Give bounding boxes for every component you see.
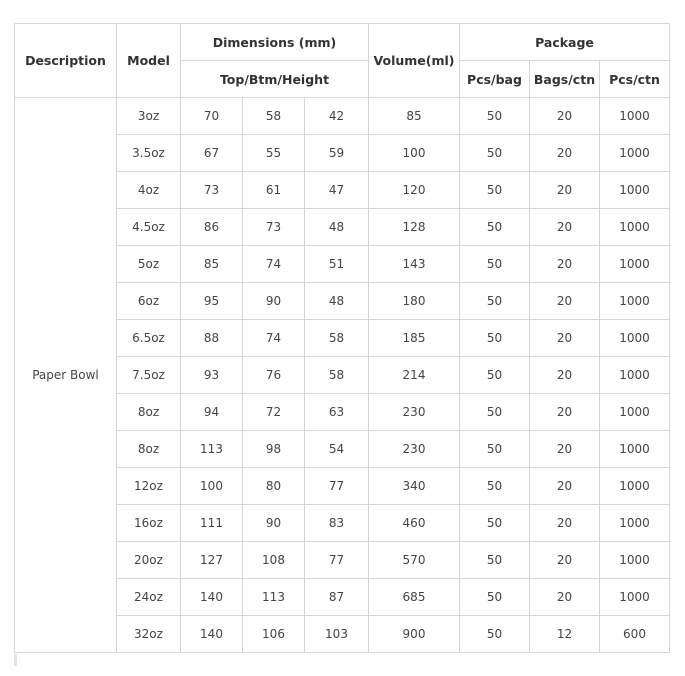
height-cell: 58 — [305, 357, 369, 394]
bags-per-carton-cell: 20 — [530, 320, 600, 357]
bags-per-carton-cell: 20 — [530, 542, 600, 579]
description-header: Description — [15, 24, 117, 98]
bags-per-carton-cell: 20 — [530, 505, 600, 542]
dimensions-header: Dimensions (mm) — [181, 24, 369, 61]
model-cell: 8oz — [117, 431, 181, 468]
bags-per-carton-cell: 20 — [530, 357, 600, 394]
height-cell: 77 — [305, 468, 369, 505]
volume-cell: 100 — [369, 135, 460, 172]
top-diameter-cell: 73 — [181, 172, 243, 209]
pcs-per-bag-cell: 50 — [460, 283, 530, 320]
volume-cell: 230 — [369, 394, 460, 431]
pcs-per-bag-cell: 50 — [460, 394, 530, 431]
bottom-diameter-cell: 90 — [243, 283, 305, 320]
pcs-per-carton-cell: 1000 — [600, 172, 670, 209]
pcs-per-carton-cell: 1000 — [600, 246, 670, 283]
pcs-per-bag-cell: 50 — [460, 320, 530, 357]
volume-cell: 570 — [369, 542, 460, 579]
header-row-top — [15, 24, 670, 61]
bottom-diameter-cell: 76 — [243, 357, 305, 394]
top-diameter-cell: 88 — [181, 320, 243, 357]
height-cell: 54 — [305, 431, 369, 468]
pcs-per-bag-cell: 50 — [460, 431, 530, 468]
model-cell: 8oz — [117, 394, 181, 431]
model-cell: 3oz — [117, 98, 181, 135]
bottom-diameter-cell: 80 — [243, 468, 305, 505]
pcs-per-carton-cell: 1000 — [600, 542, 670, 579]
top-diameter-cell: 95 — [181, 283, 243, 320]
height-cell: 87 — [305, 579, 369, 616]
bags-per-carton-cell: 20 — [530, 209, 600, 246]
height-cell: 59 — [305, 135, 369, 172]
volume-cell: 128 — [369, 209, 460, 246]
model-cell: 5oz — [117, 246, 181, 283]
pcs-per-bag-cell: 50 — [460, 209, 530, 246]
pcs-per-bag-cell: 50 — [460, 172, 530, 209]
volume-cell: 460 — [369, 505, 460, 542]
top-diameter-cell: 100 — [181, 468, 243, 505]
dimensions-subheader: Top/Btm/Height — [181, 61, 369, 98]
pcs-per-carton-cell: 1000 — [600, 283, 670, 320]
bottom-diameter-cell: 74 — [243, 246, 305, 283]
top-diameter-cell: 140 — [181, 616, 243, 653]
bags-per-carton-cell: 20 — [530, 394, 600, 431]
bags-per-carton-cell: 20 — [530, 431, 600, 468]
bags-per-carton-cell: 12 — [530, 616, 600, 653]
bags-per-carton-cell: 20 — [530, 135, 600, 172]
bottom-diameter-cell: 90 — [243, 505, 305, 542]
volume-cell: 185 — [369, 320, 460, 357]
scroll-edge-marker — [14, 654, 17, 666]
height-cell: 58 — [305, 320, 369, 357]
bags-per-carton-cell: 20 — [530, 246, 600, 283]
bags-ctn-header: Bags/ctn — [530, 61, 600, 98]
top-diameter-cell: 111 — [181, 505, 243, 542]
bags-per-carton-cell: 20 — [530, 98, 600, 135]
height-cell: 47 — [305, 172, 369, 209]
height-cell: 48 — [305, 209, 369, 246]
pcs-per-carton-cell: 1000 — [600, 135, 670, 172]
pcs-per-carton-cell: 1000 — [600, 431, 670, 468]
pcs-ctn-header: Pcs/ctn — [600, 61, 670, 98]
product-spec-table — [14, 23, 670, 653]
model-cell: 20oz — [117, 542, 181, 579]
pcs-per-bag-cell: 50 — [460, 98, 530, 135]
volume-cell: 85 — [369, 98, 460, 135]
top-diameter-cell: 113 — [181, 431, 243, 468]
top-diameter-cell: 86 — [181, 209, 243, 246]
height-cell: 83 — [305, 505, 369, 542]
model-cell: 32oz — [117, 616, 181, 653]
height-cell: 42 — [305, 98, 369, 135]
model-cell: 6.5oz — [117, 320, 181, 357]
volume-cell: 340 — [369, 468, 460, 505]
volume-cell: 900 — [369, 616, 460, 653]
pcs-per-bag-cell: 50 — [460, 357, 530, 394]
model-cell: 16oz — [117, 505, 181, 542]
pcs-per-bag-cell: 50 — [460, 579, 530, 616]
model-header: Model — [117, 24, 181, 98]
model-cell: 4oz — [117, 172, 181, 209]
model-cell: 3.5oz — [117, 135, 181, 172]
volume-cell: 120 — [369, 172, 460, 209]
volume-cell: 214 — [369, 357, 460, 394]
top-diameter-cell: 94 — [181, 394, 243, 431]
pcs-per-carton-cell: 600 — [600, 616, 670, 653]
pcs-per-carton-cell: 1000 — [600, 579, 670, 616]
top-diameter-cell: 67 — [181, 135, 243, 172]
bottom-diameter-cell: 61 — [243, 172, 305, 209]
table-header — [15, 24, 670, 98]
top-diameter-cell: 140 — [181, 579, 243, 616]
pcs-per-carton-cell: 1000 — [600, 209, 670, 246]
volume-cell: 180 — [369, 283, 460, 320]
pcs-per-bag-cell: 50 — [460, 505, 530, 542]
model-cell: 24oz — [117, 579, 181, 616]
bottom-diameter-cell: 58 — [243, 98, 305, 135]
bags-per-carton-cell: 20 — [530, 172, 600, 209]
package-header: Package — [460, 24, 670, 61]
bags-per-carton-cell: 20 — [530, 579, 600, 616]
pcs-per-carton-cell: 1000 — [600, 394, 670, 431]
bottom-diameter-cell: 55 — [243, 135, 305, 172]
model-cell: 12oz — [117, 468, 181, 505]
pcs-per-bag-cell: 50 — [460, 542, 530, 579]
volume-cell: 685 — [369, 579, 460, 616]
bottom-diameter-cell: 73 — [243, 209, 305, 246]
pcs-per-carton-cell: 1000 — [600, 357, 670, 394]
bottom-diameter-cell: 106 — [243, 616, 305, 653]
volume-cell: 143 — [369, 246, 460, 283]
top-diameter-cell: 85 — [181, 246, 243, 283]
pcs-per-carton-cell: 1000 — [600, 468, 670, 505]
bags-per-carton-cell: 20 — [530, 283, 600, 320]
bottom-diameter-cell: 74 — [243, 320, 305, 357]
pcs-per-carton-cell: 1000 — [600, 505, 670, 542]
height-cell: 51 — [305, 246, 369, 283]
table-row — [15, 98, 670, 135]
pcs-per-bag-cell: 50 — [460, 135, 530, 172]
top-diameter-cell: 127 — [181, 542, 243, 579]
pcs-per-bag-cell: 50 — [460, 468, 530, 505]
bottom-diameter-cell: 98 — [243, 431, 305, 468]
volume-header: Volume(ml) — [369, 24, 460, 98]
volume-cell: 230 — [369, 431, 460, 468]
bottom-diameter-cell: 113 — [243, 579, 305, 616]
height-cell: 63 — [305, 394, 369, 431]
bottom-diameter-cell: 108 — [243, 542, 305, 579]
description-cell: Paper Bowl — [15, 98, 117, 653]
model-cell: 4.5oz — [117, 209, 181, 246]
pcs-per-carton-cell: 1000 — [600, 98, 670, 135]
pcs-per-bag-cell: 50 — [460, 616, 530, 653]
model-cell: 7.5oz — [117, 357, 181, 394]
pcs-per-bag-cell: 50 — [460, 246, 530, 283]
height-cell: 48 — [305, 283, 369, 320]
top-diameter-cell: 70 — [181, 98, 243, 135]
pcs-per-carton-cell: 1000 — [600, 320, 670, 357]
table-body — [15, 98, 670, 653]
height-cell: 77 — [305, 542, 369, 579]
height-cell: 103 — [305, 616, 369, 653]
bags-per-carton-cell: 20 — [530, 468, 600, 505]
bottom-diameter-cell: 72 — [243, 394, 305, 431]
model-cell: 6oz — [117, 283, 181, 320]
top-diameter-cell: 93 — [181, 357, 243, 394]
pcs-bag-header: Pcs/bag — [460, 61, 530, 98]
